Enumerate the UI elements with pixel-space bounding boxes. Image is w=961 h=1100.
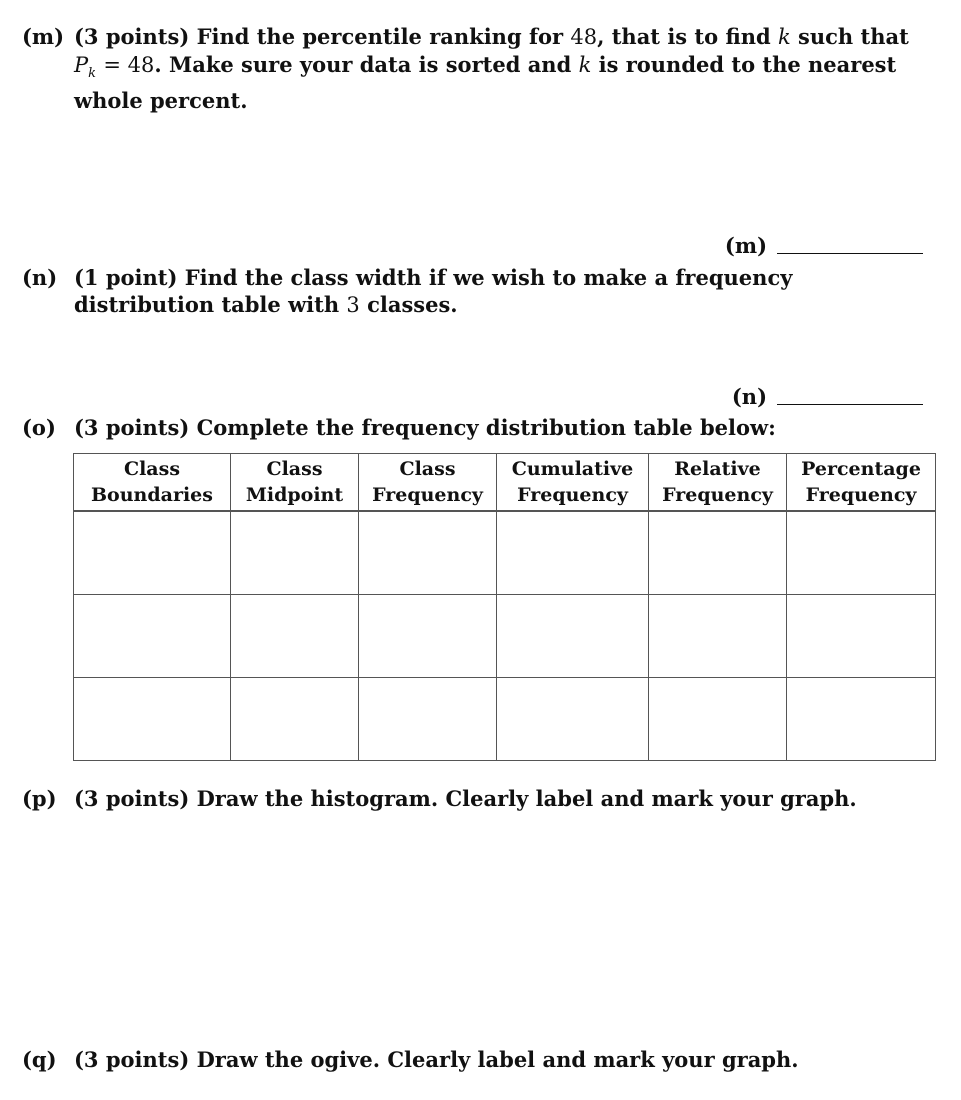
question-o-points: (3 points)	[74, 415, 190, 440]
table-cell[interactable]	[497, 511, 649, 595]
answer-m-blank[interactable]	[777, 253, 923, 254]
question-o-label: (o)	[22, 415, 56, 440]
table-cell[interactable]	[231, 678, 359, 761]
question-m-text: (3 points) Find the percentile ranking for 48, that is to find k such that $P_k = 48$. Make sure your data is sorted and k is rounded to the nearest whole percent.	[74, 24, 909, 114]
table-cell[interactable]	[231, 595, 359, 678]
answer-n	[732, 384, 923, 409]
answer-m-label: (m)	[724, 233, 767, 258]
question-n	[22, 264, 923, 319]
question-q	[22, 1046, 923, 1073]
header-percentage-frequency: Percentage Frequency	[787, 454, 936, 512]
table-cell[interactable]	[649, 595, 787, 678]
table-cell[interactable]	[497, 678, 649, 761]
table-cell[interactable]	[359, 595, 497, 678]
table-cell[interactable]	[74, 595, 231, 678]
question-p-points: (3 points)	[74, 786, 190, 811]
table-cell[interactable]	[649, 678, 787, 761]
table-cell[interactable]	[787, 678, 936, 761]
table-row	[74, 678, 936, 761]
question-q-label: (q)	[22, 1047, 57, 1072]
question-p	[22, 785, 923, 812]
frequency-distribution-table	[73, 453, 936, 761]
question-n-text: (1 point) Find the class width if we wish to make a frequency distribution table with 3 classes.	[74, 265, 793, 317]
table-row	[74, 511, 936, 595]
table-cell[interactable]	[359, 678, 497, 761]
question-q-text: (3 points) Draw the ogive. Clearly label and mark your graph.	[74, 1047, 799, 1072]
table-cell[interactable]	[787, 595, 936, 678]
header-class-midpoint: Class Midpoint	[231, 454, 359, 512]
table-header-row	[74, 454, 936, 512]
question-p-text: (3 points) Draw the histogram. Clearly label and mark your graph.	[74, 786, 857, 811]
question-n-label: (n)	[22, 265, 58, 290]
table-cell[interactable]	[787, 511, 936, 595]
question-m	[22, 23, 923, 114]
question-p-label: (p)	[22, 786, 57, 811]
header-class-boundaries: Class Boundaries	[74, 454, 231, 512]
question-m-label: (m)	[22, 24, 65, 49]
p-k-symbol: $P_k$	[74, 53, 97, 82]
header-class-frequency: Class Frequency	[359, 454, 497, 512]
answer-n-label: (n)	[731, 384, 767, 409]
answer-n-blank[interactable]	[777, 404, 923, 405]
question-n-points: (1 point)	[74, 265, 178, 290]
table-cell[interactable]	[497, 595, 649, 678]
question-q-points: (3 points)	[74, 1047, 190, 1072]
table-cell[interactable]	[74, 511, 231, 595]
table-cell[interactable]	[231, 511, 359, 595]
answer-m	[725, 233, 923, 258]
header-relative-frequency: Relative Frequency	[649, 454, 787, 512]
question-m-points: (3 points)	[74, 24, 190, 49]
table-row	[74, 595, 936, 678]
table-cell[interactable]	[74, 678, 231, 761]
question-o	[22, 414, 923, 441]
table-cell[interactable]	[359, 511, 497, 595]
table-cell[interactable]	[649, 511, 787, 595]
header-cumulative-frequency: Cumulative Frequency	[497, 454, 649, 512]
question-o-text: (3 points) Complete the frequency distribution table below:	[74, 415, 776, 440]
